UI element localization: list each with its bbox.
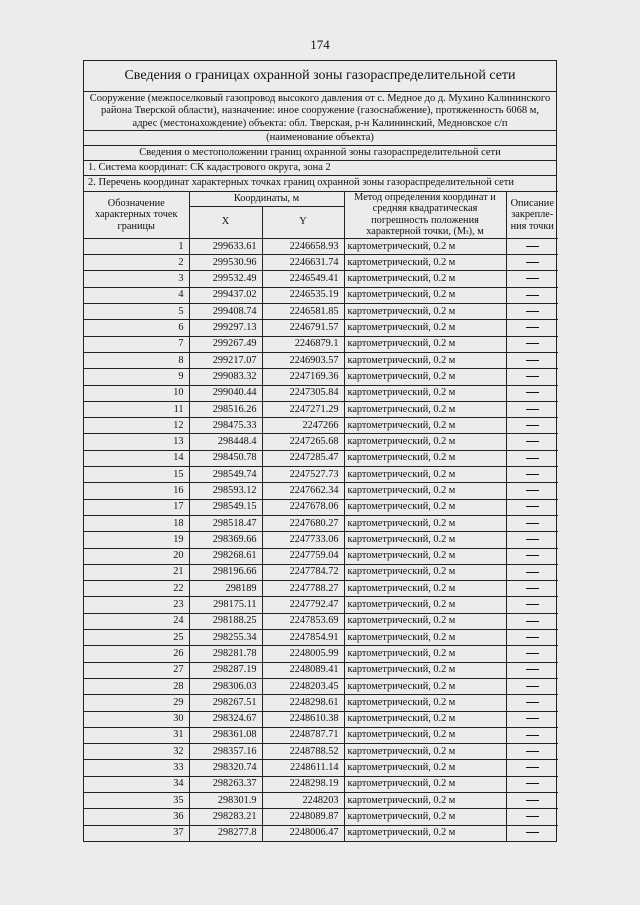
table-row [84, 711, 558, 727]
point-number-cell: 24 [84, 613, 189, 629]
dash-mark [526, 572, 539, 573]
point-number-cell: 32 [84, 744, 189, 760]
x-coordinate-cell: 299532.49 [189, 271, 262, 287]
x-coordinate-cell: 298188.25 [189, 613, 262, 629]
y-coordinate-cell: 2247662.34 [262, 483, 344, 499]
y-coordinate-cell: 2247265.68 [262, 434, 344, 450]
header-point: Обозначение характерных точек границы [84, 191, 189, 238]
method-cell: картометрический, 0.2 м [344, 727, 506, 743]
method-cell: картометрический, 0.2 м [344, 695, 506, 711]
dash-mark [526, 539, 539, 540]
dash-mark [526, 246, 539, 247]
fixation-description-cell [506, 613, 558, 629]
dash-mark [526, 702, 539, 703]
y-coordinate-cell: 2247678.06 [262, 499, 344, 515]
x-coordinate-cell: 299040.44 [189, 385, 262, 401]
y-coordinate-cell: 2247271.29 [262, 401, 344, 417]
dash-mark [526, 490, 539, 491]
point-number-cell: 37 [84, 825, 189, 841]
table-row [84, 499, 558, 515]
method-cell: картометрический, 0.2 м [344, 825, 506, 841]
dash-mark [526, 409, 539, 410]
y-coordinate-cell: 2247792.47 [262, 597, 344, 613]
fixation-description-cell [506, 320, 558, 336]
point-number-cell: 35 [84, 792, 189, 808]
y-coordinate-cell: 2248788.52 [262, 744, 344, 760]
fixation-description-cell [506, 450, 558, 466]
table-row [84, 238, 558, 254]
method-cell: картометрический, 0.2 м [344, 304, 506, 320]
method-cell: картометрический, 0.2 м [344, 369, 506, 385]
point-number-cell: 33 [84, 760, 189, 776]
dash-mark [526, 343, 539, 344]
y-coordinate-cell: 2248787.71 [262, 727, 344, 743]
table-row [84, 434, 558, 450]
dash-mark [526, 555, 539, 556]
method-cell: картометрический, 0.2 м [344, 499, 506, 515]
method-cell: картометрический, 0.2 м [344, 255, 506, 271]
x-coordinate-cell: 298549.74 [189, 467, 262, 483]
table-row [84, 418, 558, 434]
y-coordinate-cell: 2247759.04 [262, 548, 344, 564]
y-coordinate-cell: 2246631.74 [262, 255, 344, 271]
table-row [84, 760, 558, 776]
point-number-cell: 36 [84, 809, 189, 825]
y-coordinate-cell: 2248611.14 [262, 760, 344, 776]
table-row [84, 727, 558, 743]
table-row [84, 320, 558, 336]
method-cell: картометрический, 0.2 м [344, 515, 506, 531]
point-number-cell: 25 [84, 630, 189, 646]
fixation-description-cell [506, 744, 558, 760]
method-cell: картометрический, 0.2 м [344, 434, 506, 450]
dash-mark [526, 458, 539, 459]
boundary-info-form [83, 60, 557, 842]
dash-mark [526, 523, 539, 524]
fixation-description-cell [506, 401, 558, 417]
method-cell: картометрический, 0.2 м [344, 744, 506, 760]
point-number-cell: 4 [84, 287, 189, 303]
fixation-description-cell [506, 255, 558, 271]
table-row [84, 385, 558, 401]
fixation-description-cell [506, 581, 558, 597]
method-cell: картометрический, 0.2 м [344, 809, 506, 825]
point-number-cell: 15 [84, 467, 189, 483]
fixation-description-cell [506, 678, 558, 694]
fixation-description-cell [506, 467, 558, 483]
coordinates-table-body [84, 238, 558, 840]
y-coordinate-cell: 2247854.91 [262, 630, 344, 646]
x-coordinate-cell: 298189 [189, 581, 262, 597]
point-number-cell: 8 [84, 352, 189, 368]
method-cell: картометрический, 0.2 м [344, 548, 506, 564]
x-coordinate-cell: 299083.32 [189, 369, 262, 385]
method-cell: картометрический, 0.2 м [344, 662, 506, 678]
point-number-cell: 18 [84, 515, 189, 531]
y-coordinate-cell: 2246535.19 [262, 287, 344, 303]
dash-mark [526, 653, 539, 654]
dash-mark [526, 506, 539, 507]
x-coordinate-cell: 298324.67 [189, 711, 262, 727]
x-coordinate-cell: 298369.66 [189, 532, 262, 548]
method-cell: картометрический, 0.2 м [344, 418, 506, 434]
table-row [84, 695, 558, 711]
dash-mark [526, 816, 539, 817]
method-cell: картометрический, 0.2 м [344, 581, 506, 597]
x-coordinate-cell: 298287.19 [189, 662, 262, 678]
fixation-description-cell [506, 304, 558, 320]
y-coordinate-cell: 2248203 [262, 792, 344, 808]
y-coordinate-cell: 2247285.47 [262, 450, 344, 466]
dash-mark [526, 295, 539, 296]
y-coordinate-cell: 2248298.19 [262, 776, 344, 792]
dash-mark [526, 735, 539, 736]
y-coordinate-cell: 2247266 [262, 418, 344, 434]
point-number-cell: 21 [84, 564, 189, 580]
table-row [84, 630, 558, 646]
y-coordinate-cell: 2247527.73 [262, 467, 344, 483]
x-coordinate-cell: 298306.03 [189, 678, 262, 694]
fixation-description-cell [506, 434, 558, 450]
table-row [84, 401, 558, 417]
object-caption: (наименование объекта) [84, 131, 556, 146]
table-row [84, 581, 558, 597]
method-cell: картометрический, 0.2 м [344, 646, 506, 662]
fixation-description-cell [506, 483, 558, 499]
x-coordinate-cell: 299437.02 [189, 287, 262, 303]
dash-mark [526, 783, 539, 784]
point-number-cell: 13 [84, 434, 189, 450]
method-cell: картометрический, 0.2 м [344, 320, 506, 336]
x-coordinate-cell: 298263.37 [189, 776, 262, 792]
x-coordinate-cell: 298549.15 [189, 499, 262, 515]
method-cell: картометрический, 0.2 м [344, 678, 506, 694]
point-number-cell: 29 [84, 695, 189, 711]
point-number-cell: 6 [84, 320, 189, 336]
fixation-description-cell [506, 646, 558, 662]
x-coordinate-cell: 298475.33 [189, 418, 262, 434]
dash-mark [526, 832, 539, 833]
fixation-description-cell [506, 662, 558, 678]
y-coordinate-cell: 2247733.06 [262, 532, 344, 548]
y-coordinate-cell: 2248298.61 [262, 695, 344, 711]
x-coordinate-cell: 298268.61 [189, 548, 262, 564]
table-row [84, 613, 558, 629]
x-coordinate-cell: 298357.16 [189, 744, 262, 760]
dash-mark [526, 637, 539, 638]
dash-mark [526, 360, 539, 361]
method-cell: картометрический, 0.2 м [344, 597, 506, 613]
fixation-description-cell [506, 238, 558, 254]
fixation-description-cell [506, 418, 558, 434]
x-coordinate-cell: 298267.51 [189, 695, 262, 711]
point-number-cell: 5 [84, 304, 189, 320]
fixation-description-cell [506, 809, 558, 825]
fixation-description-cell [506, 727, 558, 743]
y-coordinate-cell: 2247853.69 [262, 613, 344, 629]
table-row [84, 515, 558, 531]
x-coordinate-cell: 298301.9 [189, 792, 262, 808]
points-heading: 2. Перечень координат характерных точках границ охранной зоны газораспределительной сети [88, 176, 514, 188]
method-cell: картометрический, 0.2 м [344, 271, 506, 287]
method-cell: картометрический, 0.2 м [344, 467, 506, 483]
table-row [84, 336, 558, 352]
table-row [84, 369, 558, 385]
table-row [84, 792, 558, 808]
dash-mark [526, 621, 539, 622]
y-coordinate-cell: 2247305.84 [262, 385, 344, 401]
x-coordinate-cell: 298593.12 [189, 483, 262, 499]
dash-mark [526, 327, 539, 328]
table-row [84, 450, 558, 466]
x-coordinate-cell: 298518.47 [189, 515, 262, 531]
point-number-cell: 11 [84, 401, 189, 417]
x-coordinate-cell: 298277.8 [189, 825, 262, 841]
point-number-cell: 7 [84, 336, 189, 352]
x-coordinate-cell: 298281.78 [189, 646, 262, 662]
table-row [84, 532, 558, 548]
fixation-description-cell [506, 532, 558, 548]
table-row [84, 776, 558, 792]
fixation-description-cell [506, 548, 558, 564]
table-row [84, 483, 558, 499]
dash-mark [526, 751, 539, 752]
fixation-description-cell [506, 336, 558, 352]
table-row [84, 548, 558, 564]
x-coordinate-cell: 298516.26 [189, 401, 262, 417]
point-number-cell: 23 [84, 597, 189, 613]
table-row [84, 467, 558, 483]
fixation-description-cell [506, 515, 558, 531]
point-number-cell: 3 [84, 271, 189, 287]
point-number-cell: 27 [84, 662, 189, 678]
point-number-cell: 10 [84, 385, 189, 401]
table-row [84, 271, 558, 287]
y-coordinate-cell: 2248089.87 [262, 809, 344, 825]
object-description [84, 92, 556, 131]
dash-mark [526, 718, 539, 719]
y-coordinate-cell: 2246658.93 [262, 238, 344, 254]
method-cell: картометрический, 0.2 м [344, 401, 506, 417]
x-coordinate-cell: 299408.74 [189, 304, 262, 320]
dash-mark [526, 767, 539, 768]
method-cell: картометрический, 0.2 м [344, 287, 506, 303]
point-number-cell: 34 [84, 776, 189, 792]
point-number-cell: 22 [84, 581, 189, 597]
method-cell: картометрический, 0.2 м [344, 630, 506, 646]
x-coordinate-cell: 299217.07 [189, 352, 262, 368]
dash-mark [526, 376, 539, 377]
fixation-description-cell [506, 825, 558, 841]
point-number-cell: 9 [84, 369, 189, 385]
y-coordinate-cell: 2246581.85 [262, 304, 344, 320]
fixation-description-cell [506, 271, 558, 287]
y-coordinate-cell: 2247788.27 [262, 581, 344, 597]
method-cell: картометрический, 0.2 м [344, 760, 506, 776]
header-coords: Координаты, м [189, 191, 344, 206]
table-row [84, 744, 558, 760]
fixation-description-cell [506, 499, 558, 515]
y-coordinate-cell: 2247680.27 [262, 515, 344, 531]
x-coordinate-cell: 298320.74 [189, 760, 262, 776]
header-x: X [189, 206, 262, 238]
dash-mark [526, 686, 539, 687]
dash-mark [526, 800, 539, 801]
x-coordinate-cell: 299633.61 [189, 238, 262, 254]
point-number-cell: 1 [84, 238, 189, 254]
method-cell: картометрический, 0.2 м [344, 532, 506, 548]
dash-mark [526, 474, 539, 475]
method-cell: картометрический, 0.2 м [344, 352, 506, 368]
coordinates-table [84, 191, 558, 841]
x-coordinate-cell: 299297.13 [189, 320, 262, 336]
y-coordinate-cell: 2248005.99 [262, 646, 344, 662]
point-number-cell: 14 [84, 450, 189, 466]
fixation-description-cell [506, 630, 558, 646]
point-number-cell: 19 [84, 532, 189, 548]
dash-mark [526, 392, 539, 393]
method-cell: картометрический, 0.2 м [344, 336, 506, 352]
fixation-description-cell [506, 287, 558, 303]
method-cell: картометрический, 0.2 м [344, 776, 506, 792]
dash-mark [526, 441, 539, 442]
table-row [84, 597, 558, 613]
method-cell: картометрический, 0.2 м [344, 450, 506, 466]
point-number-cell: 28 [84, 678, 189, 694]
fixation-description-cell [506, 695, 558, 711]
point-number-cell: 16 [84, 483, 189, 499]
x-coordinate-cell: 298450.78 [189, 450, 262, 466]
dash-mark [526, 425, 539, 426]
table-row [84, 352, 558, 368]
fixation-description-cell [506, 776, 558, 792]
x-coordinate-cell: 298361.08 [189, 727, 262, 743]
fixation-description-cell [506, 369, 558, 385]
table-row [84, 287, 558, 303]
x-coordinate-cell: 298283.21 [189, 809, 262, 825]
table-row [84, 825, 558, 841]
header-desc: Описание закрепле-ния точки [506, 191, 558, 238]
dash-mark [526, 604, 539, 605]
method-cell: картометрический, 0.2 м [344, 711, 506, 727]
method-cell: картометрический, 0.2 м [344, 613, 506, 629]
y-coordinate-cell: 2248203.45 [262, 678, 344, 694]
point-number-cell: 17 [84, 499, 189, 515]
fixation-description-cell [506, 760, 558, 776]
fixation-description-cell [506, 352, 558, 368]
point-number-cell: 30 [84, 711, 189, 727]
dash-mark [526, 311, 539, 312]
dash-mark [526, 262, 539, 263]
dash-mark [526, 588, 539, 589]
y-coordinate-cell: 2246791.57 [262, 320, 344, 336]
y-coordinate-cell: 2248089.41 [262, 662, 344, 678]
table-row [84, 304, 558, 320]
method-cell: картометрический, 0.2 м [344, 385, 506, 401]
y-coordinate-cell: 2248006.47 [262, 825, 344, 841]
table-row [84, 662, 558, 678]
table-row [84, 646, 558, 662]
x-coordinate-cell: 298175.11 [189, 597, 262, 613]
x-coordinate-cell: 298448.4 [189, 434, 262, 450]
fixation-description-cell [506, 597, 558, 613]
dash-mark [526, 669, 539, 670]
table-row [84, 809, 558, 825]
point-number-cell: 12 [84, 418, 189, 434]
point-number-cell: 20 [84, 548, 189, 564]
fixation-description-cell [506, 564, 558, 580]
method-cell: картометрический, 0.2 м [344, 483, 506, 499]
y-coordinate-cell: 2246903.57 [262, 352, 344, 368]
fixation-description-cell [506, 792, 558, 808]
fixation-description-cell [506, 385, 558, 401]
dash-mark [526, 278, 539, 279]
method-cell: картометрический, 0.2 м [344, 792, 506, 808]
y-coordinate-cell: 2246879.1 [262, 336, 344, 352]
table-row [84, 255, 558, 271]
object-description-text: Сооружение (межпоселковый газопровод высокого давления от с. Медное до д. Мухино Калининского района Тверской области), назначение: иное сооружение (газоснабжение), протяженность 6068 м, адрес (местонахождение) объекта: обл. Тверская, р-н Калининский, Медновское с/п [89, 93, 551, 129]
y-coordinate-cell: 2247169.36 [262, 369, 344, 385]
fixation-description-cell [506, 711, 558, 727]
x-coordinate-cell: 299267.49 [189, 336, 262, 352]
table-row [84, 678, 558, 694]
x-coordinate-cell: 298196.66 [189, 564, 262, 580]
table-row [84, 564, 558, 580]
header-y: Y [262, 206, 344, 238]
method-cell: картометрический, 0.2 м [344, 564, 506, 580]
location-heading: Сведения о местоположении границ охранной зоны газораспределительной сети [84, 146, 556, 161]
page-number: 174 [310, 37, 330, 52]
y-coordinate-cell: 2246549.41 [262, 271, 344, 287]
method-cell: картометрический, 0.2 м [344, 238, 506, 254]
y-coordinate-cell: 2248610.38 [262, 711, 344, 727]
y-coordinate-cell: 2247784.72 [262, 564, 344, 580]
coord-system: 1. Система координат: СК кадастрового округа, зона 2 [84, 161, 556, 176]
point-number-cell: 26 [84, 646, 189, 662]
point-number-cell: 2 [84, 255, 189, 271]
form-title: Сведения о границах охранной зоны газораспределительной сети [84, 61, 556, 92]
x-coordinate-cell: 299530.96 [189, 255, 262, 271]
header-method: Метод определения координат и средняя квадратическая погрешность положения характерной точки, (Mₜ), м [344, 191, 506, 238]
x-coordinate-cell: 298255.34 [189, 630, 262, 646]
point-number-cell: 31 [84, 727, 189, 743]
